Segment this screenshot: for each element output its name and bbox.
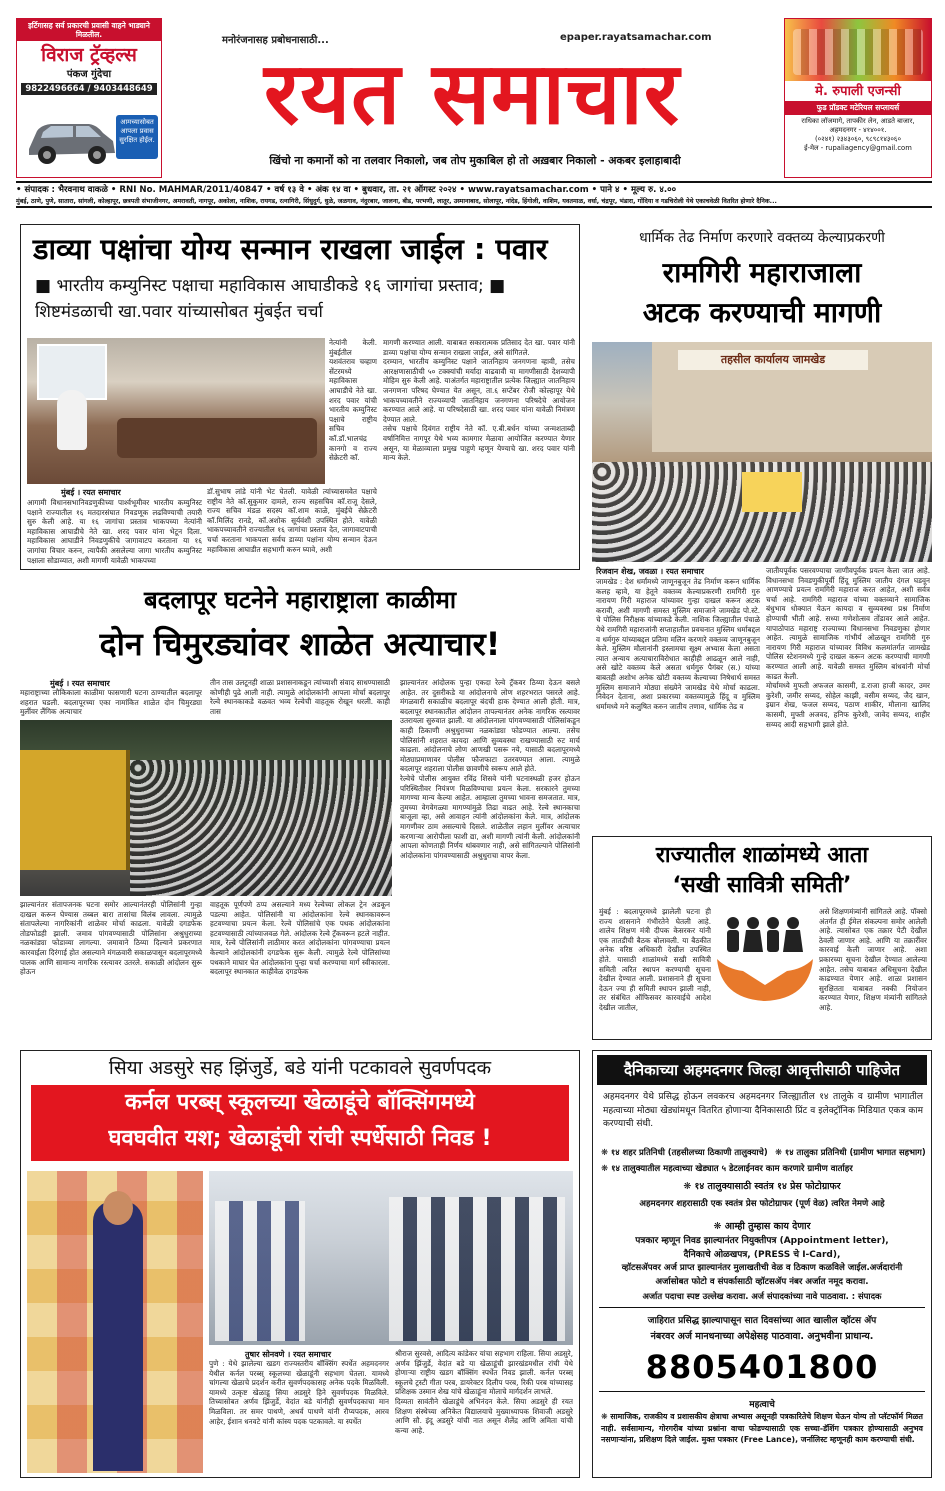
story6-item2: ❋ १४ तालुक्यातील महत्वाच्या खेड्यात ५ डेटलाईनवर काम करणारे ग्रामीण वार्ताहर (601, 1164, 853, 1174)
story6-item1: ❋ १४ शहर प्रतिनिधी (तहसीलच्या ठिकाणी तालुक्याचे) (601, 1147, 768, 1157)
ad-right-subtitle: फुड प्रॉडक्ट मटेरियल सप्लायर्स (785, 101, 931, 115)
story6-rule (599, 1307, 925, 1308)
story1-col2: डॉ.सुभाष लांडे यांनी भेट घेतली. यावेळी त्यांच्यासमवेत पक्षाचे राष्ट्रीय नेते कॉ.सुकुमार दामले, राज्य सहसचिव कॉ.राजू देसले, राज्य सचिव मंडळ सदस्य कॉ.शाम काळे, मुंबईचे सेक्रेटरी कॉ.मिलिंद रानडे, कॉ.अशोक सूर्यवंशी उपस्थित होते. यावेळी भाकपच्यावतीने राज्यातील १६ जागांचा प्रस्ताव देत, जागावाटपाची चर्चा करताना भाकपला सर्वच डाव्या पक्षांना योग्य सन्मान देऊन महाविकास आघाडीत सहभागी करुन घ्यावे, अशी (207, 487, 377, 554)
photo-sign: तहसील कार्यालय जामखेड (678, 350, 868, 370)
ad-left-tagline: इर्टिगासह सर्व प्रकारची प्रवासी वाहने भाड्याने मिळतील. (17, 19, 161, 41)
story3-col1-top: महाराष्ट्राच्या लौकिकाला काळीमा फासणारी घटना ठाण्यातील बदलापूर शहरात घडली. बदलापूरच्या एका नामांकित शाळेत दोन चिमुरड्या मुलींवर लैंगिक अत्याचार (20, 688, 202, 717)
story3-col3: झाल्यानंतर आंदोलक पुन्हा एकदा रेल्वे ट्रॅकवर ठिय्या देऊन बसले आहेत. तर दुसरीकडे या आंदोलनाचे लोण शहरभरात पसरले आहे. मंगळवारी सकाळीच बदलापूर बंदची हाक देण्यात आली होती. मात्र, बदलापूर स्थानकातील आंदोलन तापल्यानंतर अनेक नागरिक रस्त्यावर उतरायला सुरुवात झाली. या आंदोलनाला पांगवण्यासाठी पोलिसांकडून काही ठिकाणी अश्रुधुराच्या नळकांड्या फोडण्यात आल्या. तसेच पोलिसांनी शहरात कायदा आणि सुव्यवस्था राखण्यासाठी रुट मार्च काढला. आंदोलनाचे लोण आणखी पसरू नये, यासाठी बदलापूरमध्ये मोठ्याप्रमाणावर पोलीस फौजफाटा उतरवण्यात आला. त्यामुळे बदलापूर शहराला पोलीस छावणीचे स्वरूप आले होते. रेल्वेचे पोलीस आयुक्त रविंद्र शिसवे यांनी घटनास्थळी हजर होऊन परिस्थितीवर नियंत्रण मिळविण्याचा प्रयत्न केला. सरकारने तुमच्या मागण्या मान्य केल्या आहेत. आम्हाला तुमच्या भावना समजतात. मात्र, तुमच्या वेगवेगळ्या मागण्यांमुळे तिढा वाढत आहे. रेल्वे स्थानकाचा बाजूला व्हा, असे आवाहन त्यांनी आंदोलकांना केले. मात्र, आंदोलक मागणीवर ठाम असल्याचे दिसले. शाळेतील लहान मुलींवर अत्याचार करणाऱ्या आरोपीला फाशी द्या, अशी मागणी त्यांनी केली. आंदोलकांनी आपला कोणताही निर्णय थांबवणार नाही, असे सांगितल्याने पोलिसांनी आंदोलकांना पांगवण्यासाठी अश्रुधुराचा वापर केला. (400, 678, 580, 860)
ad-right-phone: (०२४१) २३४३०६०, ९८९८१४३०६० (814, 135, 901, 143)
photo-girl (93, 1201, 143, 1471)
story4-col-left: मुंबई : बदलापूरमध्ये झालेली घटना ही राज्य शासनाने गंभीरतेने घेतली आहे. शालेय शिक्षण मंत्री दीपक केसरकर यांनी एक तातडीची बैठक बोलावली. या बैठकीत अनेक वरिष्ठ अधिकारी देखील उपस्थित होते. यासाठी शाळांमध्ये सखी सावित्री समिती त्वरित स्थापन करण्याची सूचना देखील देण्यात आली. प्रशासनाने ही सूचना देऊन ज्या ही समिती स्थापन झाली नाही, तर संबंधित ऑफिसवर कारवाईचे आदेश देखील जातील, (599, 907, 711, 1012)
story1-dateline: मुंबई । रयत समाचार (61, 488, 121, 497)
story3-title: दोन चिमुरड्यांवर शाळेत अत्याचार! (99, 625, 501, 663)
story6-offer1: पत्रकार म्हणून निवड झाल्यानंतर नियुक्तीपत्र (Appointment letter), (635, 1236, 889, 1246)
story6-offer4: अर्जासोबत फोटो व संपर्कासाठी व्हॉटसॲप नंबर अर्जात नमूद करावा. (655, 1277, 869, 1287)
story6-item3: ❋ १४ तालुक्यासाठी स्वतंत्र १४ प्रेस फोटोग्राफर (683, 1181, 841, 1192)
story5-title-line1: कर्नल परब्स् स्कूलच्या खेळाडूंचे बॉक्सिंगमध्ये (125, 1090, 475, 1115)
story1-subtitle: ■ भारतीय कम्युनिस्ट पक्षाचा महाविकास आघाडीकडे १६ जागांचा प्रस्ताव; ■ शिष्टमंडळाची खा.पवार यांच्यासोबत मुंबईत चर्चा (35, 276, 506, 322)
ad-left-owner: पंकज गुंदेचा (66, 69, 112, 80)
story6-intro: अहमदनगर येथे प्रसिद्ध होऊन लवकरच अहमदनगर जिल्ह्यातील १४ तालुके व ग्रामीण भागातील महत्वाच्या मोठ्या खेड्यांमधून वितरित होणाऱ्या दैनिकासाठी प्रिंट व इलेक्ट्रॉनिक मिडियात एकत्र काम करण्याची संधी. (603, 1092, 923, 1129)
story3-col2-top: तीन तास उलटूनही शाळा प्रशासनाकडून त्यांच्याशी संवाद साधण्यासाठी कोणीही पुढे आली नाही. त्यामुळे आंदोलकांनी आपला मोर्चा बदलापूर रेल्वे स्थानकाकडे वळवत भव्य रेल्वेची वाहतूक रोखून धरली. काही तास (210, 678, 390, 716)
photo-group-left (215, 1201, 305, 1341)
story6-item4: अहमदनगर शहरासाठी एक स्वतंत्र प्रेस फोटोग्राफर (पूर्ण वेळ) त्वरित नेमणे आहे (639, 1199, 885, 1209)
story-badlapur (20, 582, 580, 1042)
story2-dateline: रिजवान शेख, जवळा । रयत समाचार (596, 567, 704, 576)
story2-photo (592, 342, 932, 562)
story2-col1: जामखेड : देश धर्मांमध्ये जाणूनबुजून तेढ निर्माण करून धार्मिक कलह व्हावे, या हेतूने वक्तव्य केल्याप्रकरणी रामगिरी गुरु नारायण गिरी महाराज यांच्यावर गुन्हा दाखल करून अटक करावी, अशी मागणी समस्त मुस्लिम समाजाने जामखेड पो.स्टे. चे पोलिस निरीक्षक यांच्याकडे केली. नाशिक जिल्ह्यातील पंचाळे येथे रामगिरी महाराजांनी सप्ताहातील प्रवचनात मुस्लिम धर्माबद्दल व धर्मगुरु यांच्याबद्दल प्रतिमा मलिन करणारे वक्तव्य जाणूनबुजून केले. मुस्लिम मौलानांनी इस्लामचा सूक्ष्म अभ्यास केला असता त्यात अन्याय अत्याचाराविरोधात काहीही आढळून आले नाही, असे खोटे वक्तव्य केले असता धर्मगुरु पैगंबर (स.) यांच्या बाबतही अशोभ अनेक खोटी वक्तव्य केल्याच्या निषेधार्थ समस्त मुस्लिम समाजाने मोठ्या संख्येने जामखेड येथे मोर्चा काढला. निवेदन देताना, अशा प्रकारच्या वक्तव्यामुळे हिंदू व मुस्लिम धर्मामध्ये मने कलुषित करुन जातीय तणाव, धार्मिक तेढ व (596, 577, 760, 711)
masthead-rule-bottom (16, 206, 932, 208)
story3-photo (20, 720, 392, 896)
car-image (21, 107, 121, 171)
story5-col2: श्रीराज सुरवसे, आदित्य कांडेकर यांचा सहभाग राहिला. सिया अडसुरे, अर्णव झिंजुर्डे, वेदांत बडे या खेळाडूंची झारखंडमधील रांची येथे होणाऱ्या राष्ट्रीय खडग बॉक्सिंग स्पर्धेत निवड झाली. कर्नल परब्स् स्कूलचे ट्रस्टी गीता परब, डायरेक्टर दिलीप परब, रिकी परब यांच्यासह प्रशिक्षक उस्मान शेख यांचे खेळाडूंना मोलाचे मार्गदर्शन लाभले. दिव्यता सावंतीने खेळाडूंचे अभिनंदन केले. सिया अडसुरे ही रयत शिक्षण संस्थेच्या अनिकेत विद्यालयाचे मुख्याध्यापक शिवाजी अडसुरे आणि सौ. इंदू अडसुरे यांची नात असून शैलेंद्र आणि अमिता यांची कन्या आहे. (395, 1349, 573, 1435)
story3-col1-bottom: झाल्यानंतर संतापजनक घटना समोर आल्यानंतरही पोलिसांनी गुन्हा दाखल करून घेण्यास तब्बल बारा तासांचा विलंब लावला. त्यामुळे संतापलेल्या नागरिकांनी शाळेवर मोर्चा काढला. यावेळी दगडफेक तोडफोडही झाली. जमाव पांगवण्यासाठी पोलिसांना अश्रुधुराच्या नळकांड्या फोडाव्या लागल्या. जमावाने ठिय्या दिल्याने प्रकरणात कारवाईला दिरंगाई होत असल्याने मंगळवारी सकाळपासून बदलापूरमध्ये पालक आणि सामान्य नागरिक रस्त्यावर उतरले. सकाळी आंदोलन सुरू होऊन (20, 900, 202, 977)
masthead-cities-line: मुंबई, ठाणे, पुणे, सातारा, सांगली, कोल्हापूर, छत्रपती संभाजीनगर, अमरावती, नागपूर, अकोला, नाशिक, रायगड, रत्नागिरी, सिंधुदुर्ग, धुळे, जळगाव, नंदुरबार, जालना, बीड, परभणी, लातूर, उस्मानाबाद, सोलापूर, नांदेड, हिंगोली, वाशिम, यवतमाळ, वर्धा, चंद्रपूर, भंडारा, गोंदिया व गडचिरोली येथे एकाचवेळी वितरित होणारे दैनिक... (16, 198, 777, 205)
ad-left-name: विराज ट्रॅव्हल्स (41, 44, 137, 66)
story2-kicker: धार्मिक तेढ निर्माण करणारे वक्तव्य केल्याप्रकरणी (639, 230, 885, 246)
story-sakhi-savitri (592, 836, 932, 1040)
story6-offer3: व्हॉटसॲपवर अर्ज प्राप्त झाल्यानंतर मुलाखतीची वेळ व ठिकाण कळविले जाईल.अर्जदारांनी (621, 1263, 903, 1273)
photo-girl-face (103, 1191, 133, 1225)
photo-banner (742, 472, 802, 512)
newspaper-title: रयत समाचार (264, 44, 680, 144)
ad-right-email: ई-मेल - rupaliagency@gmail.com (804, 144, 912, 152)
story1-col1: आगामी विधानसभानिवडणुकीच्या पार्श्वभूमीवर भारतीय कम्युनिस्ट पक्षाने राज्यातील १६ मतदारसंघात निवडणूक लढविण्याची तयारी सुरु केली आहे. या १६ जागांचा प्रस्ताव भाकपच्या नेत्यांनी महाविकास आघाडीचे नेते खा. शरद पवार यांना भेटून दिला. महाविकास आघाडीने निवडणुकीचे जागावाटप करताना या १६ जागांचा विचार करुन, त्यापैकी असलेल्या जागा भारतीय कम्युनिस्ट पक्षाला सोडाव्यात, अशी मागणी यावेळी भाकपच्या (27, 498, 202, 565)
story5-dateline: तुषार सोनवणे । रयत समाचार (245, 1350, 332, 1359)
story2-title-line1: रामगिरी महाराजाला (662, 256, 862, 289)
story4-title-line1: राज्यातील शाळांमध्ये आता (655, 843, 869, 868)
story2-col2: जातीयपूर्वक पसरवण्याचा जाणीवपूर्वक प्रयत्न केला जात आहे. विधानसभा निवडणुकीपूर्वी हिंदू मुस्लिम जातीय दंगल घडवून आणण्याचे प्रयत्न रामगिरी महाराज करत आहेत, अशी सर्वत्र चर्चा आहे. रामगिरी महाराज यांच्या वक्तव्याने सामाजिक बंधुभाव धोक्यात येऊन कायदा व सुव्यवस्था प्रश्न निर्माण होण्याची भीती आहे. सध्या गणेशोत्सव तोंडावर आले आहेत. यापाठोपाठ महाराष्ट्र राज्याच्या विधानसभा निवडणुका होणार आहेत. त्यामुळे सामाजिक गांभीर्य ओळखून रामगिरी गुरु नारायण गिरी महाराज यांच्यावर विविध कलमांतर्गत जामखेड पोलिस स्टेशनमध्ये गुन्हे दाखल करून अटक करण्याची मागणी करण्यात आली आहे. यावेळी समस्त मुस्लिम बांधवांनी मोर्चा काढत केली. मोर्चामध्ये मुफती अफजल कासमी, ड.राजा हाजी कादर, उमर कुरेशी, जमीर सय्यद, सोहेल काझी, वसीम सय्यद, जैद खान, इम्रान शेख, फजल सय्यद, पठाण शाकीर, मौलाना खालिद कासमी, मुफ्ती अजवद, हनिफ कुरेशी, जावेद सय्यद, शाहीर सय्यद आदी सहभागी झाले होते. (766, 566, 930, 729)
story6-offer-heading: ❋ आम्ही तुम्हास काय देणार (713, 1221, 811, 1232)
story6-item1b: ❋ १४ तालुका प्रतिनिधी (ग्रामीण भागात सहभाग) (775, 1147, 926, 1157)
story-boxing (20, 1050, 580, 1478)
story-ramgiri (592, 224, 932, 824)
recruitment-ad (592, 1050, 932, 1478)
story1-col1-right: नेत्यांनी केली. मुंबईतील यशवंतराव चव्हाण सेंटरमध्ये महाविकास आघाडीचे नेते खा. शरद पवार यांची भारतीय कम्युनिस्ट पक्षाचे राष्ट्रीय सचिव कॉ.डॉ.भालचंद्र कानगो व राज्य सेक्रेटरी कॉ. (329, 338, 377, 463)
photo-group-right (389, 1197, 565, 1341)
jar-shapes (793, 29, 923, 75)
story6-title: दैनिकाच्या अहमदनगर जिल्हा आवृत्तीसाठी पाहिजेत (597, 1055, 927, 1085)
story2-title-line2: अटक करण्याची मागणी (642, 296, 882, 329)
story6-rule-2 (599, 1391, 925, 1392)
masthead-quote: खिंचो ना कमानों को ना तलवार निकालो, जब तोप मुकाबिल हो तो अख़बार निकालो - अकबर इलाहाबादी (269, 154, 681, 167)
ad-viraj-travels (16, 18, 162, 178)
ad-left-badge: आमच्यासोबत आपला प्रवास सुरक्षित होईल. (116, 115, 158, 159)
story6-footer-text: ❋ सामाजिक, राजकीय व प्रशासकीय क्षेत्राचा अभ्यास असूनही पत्रकारितेचे शिक्षण घेऊन योग्य तो प्लॅटफॉर्म मिळत नाही. सर्वसामान्य, गोरगरीब यांच्या प्रश्नांना वाचा फोडण्यासाठी एक सच्चा-डॅशिंग पत्रकार होण्यासाठी अनुभव नसणाऱ्यांना, प्रशिक्षण दिले जाईल. मुक्त पत्रकार (Free Lance), जर्नालिस्ट म्हणूनही काम करण्याची संधी. (601, 1412, 923, 1444)
story3-col2-bottom: वाहतूक पूर्णपणे ठप्प असल्याने मध्य रेल्वेच्या लोकल ट्रेन अडकून पडल्या आहेत. पोलिसांनी या आंदोलकांना रेल्वे स्थानकावरून हटवण्याचा प्रयत्न केला. रेल्वे पोलिसांचे एक पथक आंदोलकांना हटवण्यासाठी त्यांच्याजवळ गेले. आंदोलक रेल्वे ट्रॅकवरून हटले नाहीत. मात्र, रेल्वे पोलिसांनी लाठीमार करत आंदोलकांना पांगवण्याचा प्रयत्न केल्याने आंदोलकांनी दगडफेक सुरू केली. त्यामुळे रेल्वे पोलिसांच्या पथकाने माघार घेत आंदोलकांना पुन्हा चर्चा करण्याचा मार्ग स्वीकारला. बदलापूर स्थानकात काहीवेळ दगडफेक (210, 900, 390, 977)
masthead-tagline: मनोरंजनासह प्रबोधनासाठी... (222, 35, 329, 46)
masthead-info-line: • संपादक : भैरवनाथ वाकळे • RNI No. MAHMAR/2011/40847 • वर्ष १३ वे • अंक १४ वा • बुधवार, ता. २१ ऑगस्ट २०२४ • www.rayatsamachar.com • पाने ४ • मूल्य रु. ४.०० (16, 185, 677, 195)
story1-col3: मागणी करण्यात आली. याबाबत सकारात्मक प्रतिसाद देत खा. पवार यांनी डाव्या पक्षांचा योग्य सन्मान राखला जाईल, असे सांगितले. दरम्यान, भारतीय कम्युनिस्ट पक्षाने जातनिहाय जनगणना व्हावी, तसेच आरक्षणासाठीची ५० टक्क्यांची मर्यादा वाढवावी या मागणीसाठी देशव्यापी मोहिम सुरु केली आहे. याअंतर्गत महाराष्ट्रातील प्रत्येक जिल्ह्यात जातनिहाय जनगणना परिषद घेण्यात येत असून, ता.६ सप्टेंबर रोजी कोल्हापूर येथे भाकपच्यावतीने राज्यव्यापी जातनिहाय जनगणना परिषदेचे आयोजन करण्यात आले आहे. या परिषदेसाठी खा. शरद पवार यांना यावेळी निमंत्रण देण्यात आले. तसेच पक्षाचे दिवंगत राष्ट्रीय नेते कॉ. ए.बी.बर्धन यांच्या जन्मशताब्दी वर्षानिमित्त नागपूर येथे भव्य कामगार मेळावा आयोजित करण्यात येणार असून, या मेळाव्याला प्रमुख पाहुणे म्हणून येण्याचे खा. शरद पवार यांनी मान्य केले. (383, 338, 575, 463)
story6-phone[interactable]: 8805401800 (645, 1348, 879, 1386)
story5-photo-left (27, 1171, 203, 1473)
photo-table (117, 418, 317, 458)
ad-rupali-agency (784, 18, 932, 178)
story6-footer-heading: महत्वाचे (749, 1400, 775, 1410)
children-hands-icon (713, 909, 817, 1005)
story5-kicker: सिया अडसुरे सह झिंजुर्डे, बडे यांनी पटकावले सुवर्णपदक (108, 1057, 492, 1079)
story3-kicker: बदलापूर घटनेने महाराष्ट्राला काळीमा (143, 586, 457, 614)
story5-photo-right (209, 1171, 573, 1345)
story1-photo (27, 338, 325, 484)
ad-right-name: मे. रुपाली एजन्सी (815, 84, 901, 99)
story6-note2: नंबरवर अर्ज मानधनाच्या अपेक्षेसह पाठवावा. अनुभवीना प्राधान्य. (650, 1331, 874, 1342)
story6-note1: जाहिरात प्रसिद्ध झाल्यापासून सात दिवसांच्या आत खालील व्हॉटस अ‍ॅप (647, 1316, 877, 1326)
photo-train (20, 750, 130, 870)
masthead (0, 0, 945, 208)
story5-col1: पुणे : येथे झालेल्या खडग राज्यस्तरीय बॉक्सिंग स्पर्धेत अहमदनगर येथील कर्नल परब्स् स्कूलच्या खेळाडूंनी सहभाग घेतला. यामध्ये चांगल्या खेळाचे प्रदर्शन करीत सुवर्णपदकासह अनेक पदके मिळविली. यामध्ये उत्कृष्ट खेळाडू सिया अडसुरे हिने सुवर्णपदक मिळविले. तिच्यासोबत अर्णव झिंजुर्डे, वेदांत बडे यांनीही सुवर्णपदकाचा मान मिळविला. तर समर पाथणे, अथर्व पाथणे यांनी रौप्यपदक, आरव आहेर, ईशान धनवटे यांनी कांस्य पदक पटकावले. या स्पर्धेत (209, 1359, 389, 1426)
ad-right-address: राधिका लॉजमागे, तापकीर लेन, आडते बाजार, अहमदनगर - ४१४००१. (801, 117, 915, 134)
story6-offer2: दैनिकाचे ओळखपत्र, (PRESS चे I-Card), (683, 1250, 841, 1260)
product-image (785, 19, 931, 81)
epaper-url[interactable]: epaper.rayatsamachar.com (560, 32, 712, 43)
story1-title: डाव्या पक्षांचा योग्य सन्मान राखला जाईल : पवार (33, 232, 548, 266)
photo-crowd (130, 760, 392, 896)
story-pawar (20, 224, 580, 570)
story6-offer5: अर्जात पदाचा स्पष्ट उल्लेख करावा. अर्ज संपादकांच्या नावे पाठवावा. : संपादक (642, 1291, 882, 1301)
story4-col-right: असे शिक्षणमंत्र्यांनी सांगितले आहे. पॉक्सो अंतर्गत ही ईमेल संकल्पना समोर आलेली आहे. त्यासोबत एक तक्रार पेटी देखील ठेवली जाणार आहे. आणि या तक्रारींवर कारवाई केली जाणार आहे. अशा प्रकारच्या सूचना देखील देण्यात आलेल्या आहेत. तसेच याबाबत अधिसूचना देखील काढण्यात येणार आहे. शाळा प्रशासन सुरक्षितता याबाबत नक्की नियोजन करण्यात येणार, शिक्षण मंत्र्यांनी सांगितले आहे. (819, 907, 927, 1012)
story5-title-box (31, 1085, 569, 1161)
ad-left-phones: 9822496664 / 9403448649 (21, 83, 157, 95)
story4-title-line2: ‘सखी सावित्री समिती’ (672, 873, 852, 898)
story5-title-line2: घवघवीत यश; खेळाडूंची रांची स्पर्धेसाठी निवड ! (108, 1126, 492, 1151)
photo-person (57, 390, 87, 450)
story3-dateline: मुंबई । रयत समाचार (50, 679, 110, 688)
